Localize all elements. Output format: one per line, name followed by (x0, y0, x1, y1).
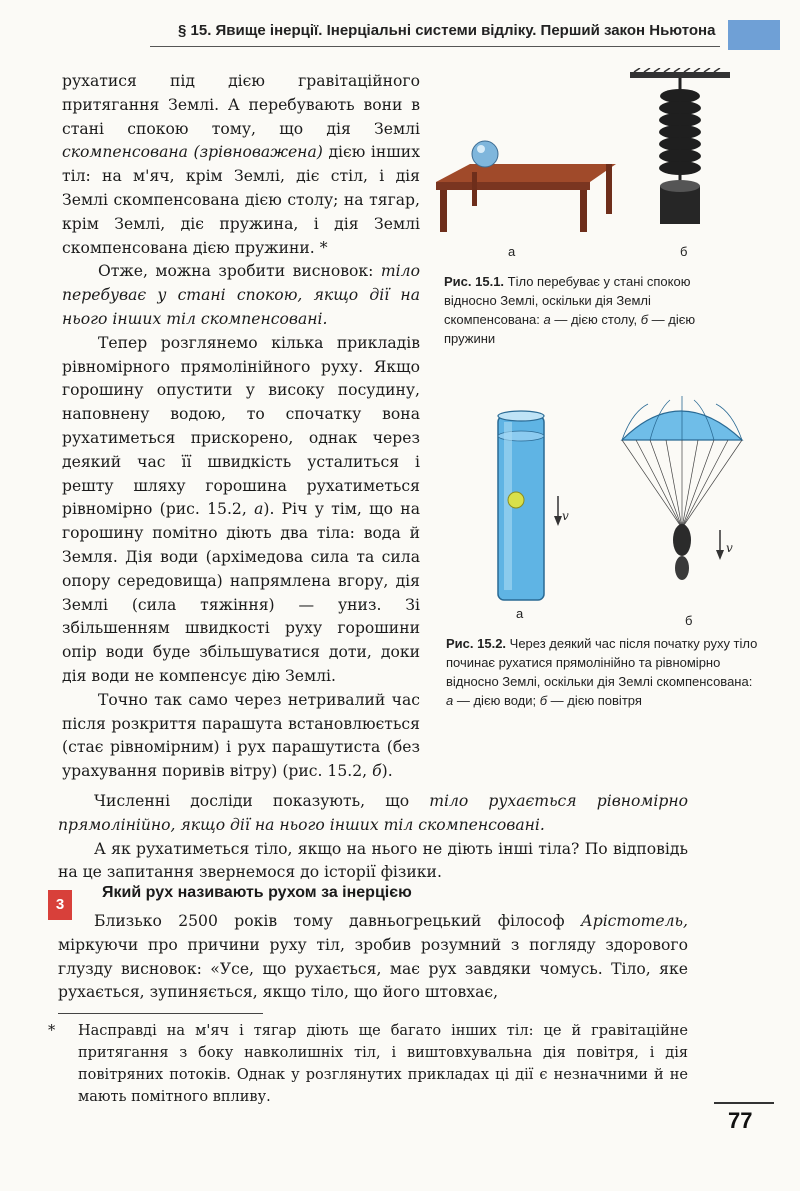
parachutist (673, 524, 691, 556)
section-heading (48, 882, 688, 913)
figure-15-1-label-a: а (508, 244, 516, 259)
section-title: Який рух називають рухом за інерцією (102, 884, 412, 901)
figure-15-2-caption: Рис. 15.2. Через деякий час після початку руху тіло починає рухатися прямолінійно та рівномірно відносно Землі, оскільки дія Землі скомпенсована: а — дією води; б — дією повітря (446, 636, 758, 708)
parachute (622, 396, 742, 580)
velocity-label-b: v (726, 541, 733, 555)
figure-15-1-illustration (430, 68, 750, 238)
water-cylinder (498, 411, 569, 600)
paragraph-4: Точно так само через нетривалий час після розкриття парашута встановлюється (стає рівномірним) і рух парашутиста (без урахування поривів вітру) (рис. 15.2, б). (62, 690, 420, 781)
figure-15-1-label-b: б (680, 244, 688, 259)
page-number-rule (714, 1102, 774, 1104)
figure-15-1-caption: Рис. 15.1. Тіло перебуває у стані спокою відносно Землі, оскільки дія Землі скомпенсована: а — дією столу, б — дією пружини (444, 274, 696, 346)
footnote-rule (58, 1013, 263, 1014)
paragraph-5: Численні досліди показують, що тіло рухається рівномірно прямолінійно, якщо дії на нього інших тіл скомпенсовані. (58, 792, 688, 834)
left-column (62, 70, 420, 784)
paragraph-3: Тепер розглянемо кілька прикладів рівномірного прямолінійного руху. Якщо горошину опустити у високу посудину, наповнену водою, то спочатку вона рухатиметься прискорено, однак через деякий час її швидкість усталиться і решту шляху горошина рухатиметься рівномірно (рис. 15.2, а). Річ у тім, що на горошину помітно діють два тіла: вода й Земля. Дія води (архімедова сила та сила опору середовища) напрямлена вгору, дія Землі (сила тяжіння) — униз. Зі збільшенням швидкості руху горошини опір води буде збільшуватися доти, доки дія води не компенсує дію Землі. (62, 333, 420, 685)
full-width-text (58, 790, 688, 885)
pea (508, 492, 524, 508)
figure-15-2-label-b: б (685, 613, 693, 628)
paragraph-6: А як рухатиметься тіло, якщо на нього не діють інші тіла? По відповідь на це запитання звернемося до історії фізики. (58, 839, 688, 882)
spring-with-weight (630, 68, 730, 224)
footnote-text: Насправді на м'яч і тягар діють ще багато інших тіл: це й гравітаційне притягання з боку навколишніх тіл, і виштовхувальна дія повітря, і дія повітряних потоків. Однак у розглянутих прикладах ці дії є незначними й не мають помітного впливу. (78, 1023, 688, 1105)
footnote-star: * (48, 1023, 56, 1039)
footnote (48, 1020, 688, 1108)
running-header (150, 18, 790, 48)
paragraph-1: рухатися під дією гравітаційного притягання Землі. А перебувають вони в стані спокою тому, що дія Землі скомпенсована (зрівноважена) дією інших тіл: на м'яч, крім Землі, діє стіл, і дія Землі скомпенсована дією столу; на тягар, крім Землі, діє пружина, і дія Землі скомпенсована дією пружини. * (62, 72, 420, 257)
table-with-ball (436, 141, 616, 232)
figure-15-2-illustration (470, 392, 770, 607)
paragraph-2: Отже, можна зробити висновок: тіло перебуває у стані спокою, якщо дії на нього інших тіл скомпенсовані. (62, 262, 420, 328)
header-title: § 15. Явище інерції. Інерціальні системи відліку. Перший закон Ньютона (178, 22, 716, 39)
ball (472, 141, 498, 167)
velocity-label-a: v (562, 509, 569, 523)
section-text (58, 910, 688, 1005)
section-paragraph-1: Близько 2500 років тому давньогрецький філософ Арістотель, міркуючи про причини руху тіл, зробив розумний з погляду здорового глузду висновок: «Усе, що рухається, має рух завдяки чомусь. Тіло, яке рухається, зупиняється, якщо тіло, що його штовхає, (58, 912, 688, 1002)
header-color-tab (728, 20, 780, 50)
header-rule (150, 46, 720, 47)
page-number: 77 (728, 1108, 753, 1133)
section-number-badge: 3 (48, 890, 72, 920)
figure-15-2-label-a: а (516, 606, 524, 621)
